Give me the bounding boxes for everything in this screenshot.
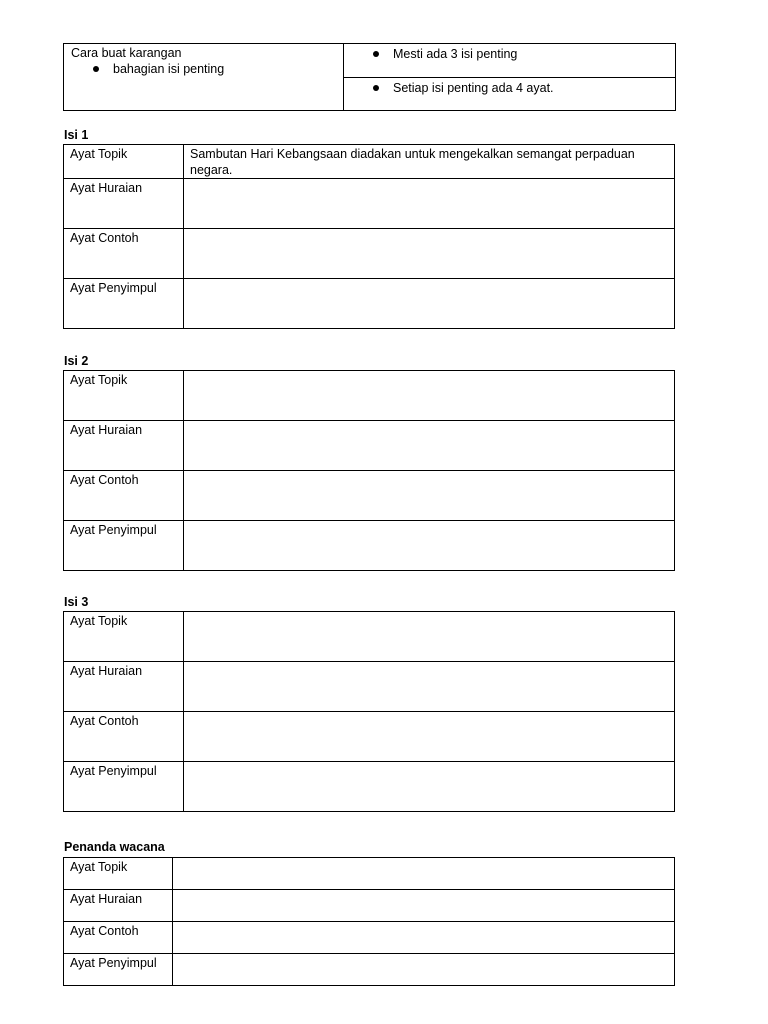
row-content-cell[interactable] [184, 229, 675, 279]
table-row [64, 922, 675, 954]
penanda-table [63, 857, 675, 986]
table-row [64, 421, 675, 471]
row-label-cell [64, 229, 184, 279]
row-content [184, 612, 674, 613]
row-content [184, 279, 674, 280]
bullet-icon [373, 85, 379, 91]
row-label-cell [64, 762, 184, 812]
row-content [184, 371, 674, 372]
row-label: Ayat Contoh [70, 924, 139, 938]
table-row [64, 954, 675, 986]
intro-table [63, 43, 676, 111]
row-content [184, 421, 674, 422]
row-label: Ayat Penyimpul [70, 281, 157, 295]
section-heading: Isi 3 [64, 595, 89, 609]
row-label: Ayat Contoh [70, 714, 139, 728]
row-label-cell [64, 712, 184, 762]
row-label-cell [64, 471, 184, 521]
row-label: Ayat Topik [70, 147, 128, 161]
row-content-cell[interactable] [184, 612, 675, 662]
table-row [64, 279, 675, 329]
row-content-cell[interactable] [173, 890, 675, 922]
intro-right-bullet-text: Mesti ada 3 isi penting [393, 47, 518, 61]
row-label-cell [64, 421, 184, 471]
isi-table [63, 611, 675, 812]
section-heading: Isi 2 [64, 354, 89, 368]
row-content [184, 179, 674, 180]
row-label: Ayat Contoh [70, 231, 139, 245]
row-content-cell[interactable] [184, 371, 675, 421]
table-row [64, 179, 675, 229]
row-content-cell[interactable] [184, 179, 675, 229]
row-label: Ayat Huraian [70, 181, 143, 195]
row-content [184, 229, 674, 230]
row-content: Sambutan Hari Kebangsaan diadakan untuk mengekalkan semangat perpaduan negara. [190, 147, 635, 177]
row-label: Ayat Penyimpul [70, 956, 157, 970]
intro-right-bullet [344, 44, 675, 62]
row-label: Ayat Huraian [70, 892, 143, 906]
row-content-cell[interactable] [184, 521, 675, 571]
row-content [173, 922, 674, 923]
table-row [64, 762, 675, 812]
row-label-cell [64, 145, 184, 179]
row-label: Ayat Huraian [70, 423, 143, 437]
intro-right-cell-1 [344, 44, 676, 78]
row-content-cell[interactable] [184, 662, 675, 712]
table-row [64, 662, 675, 712]
intro-label: Cara buat karangan [71, 46, 182, 60]
row-label: Ayat Topik [70, 860, 128, 874]
row-label-cell [64, 858, 173, 890]
bullet-icon [373, 51, 379, 57]
intro-right-cell-2 [344, 78, 676, 111]
intro-right-bullet [344, 78, 675, 96]
row-content [184, 662, 674, 663]
row-label-cell [64, 890, 173, 922]
row-content-cell[interactable] [184, 471, 675, 521]
row-label: Ayat Huraian [70, 664, 143, 678]
row-label: Ayat Topik [70, 373, 128, 387]
row-content [173, 890, 674, 891]
table-row [64, 890, 675, 922]
penanda-heading: Penanda wacana [64, 840, 165, 854]
table-row [64, 229, 675, 279]
table-row [64, 145, 675, 179]
table-row [64, 471, 675, 521]
row-label-cell [64, 279, 184, 329]
section-heading: Isi 1 [64, 128, 89, 142]
isi-table [63, 144, 675, 329]
row-label-cell [64, 179, 184, 229]
row-content-cell[interactable] [173, 954, 675, 986]
table-row [64, 858, 675, 890]
table-row [64, 712, 675, 762]
row-content [173, 954, 674, 955]
row-content-cell[interactable] [184, 712, 675, 762]
row-label: Ayat Contoh [70, 473, 139, 487]
row-content-cell[interactable] [173, 922, 675, 954]
table-row [64, 371, 675, 421]
intro-bullet-text: bahagian isi penting [113, 62, 225, 76]
row-label-cell [64, 521, 184, 571]
row-content-cell[interactable] [173, 858, 675, 890]
isi-table [63, 370, 675, 571]
row-label-cell [64, 612, 184, 662]
row-content [184, 712, 674, 713]
bullet-icon [93, 66, 99, 72]
row-content [184, 471, 674, 472]
row-content-cell[interactable] [184, 762, 675, 812]
intro-left-cell [64, 44, 344, 111]
row-content-cell[interactable] [184, 145, 675, 179]
row-content-cell[interactable] [184, 279, 675, 329]
intro-bullet-item [64, 61, 343, 77]
row-content [173, 858, 674, 859]
row-label: Ayat Penyimpul [70, 523, 157, 537]
row-label: Ayat Topik [70, 614, 128, 628]
row-content [184, 762, 674, 763]
row-label-cell [64, 954, 173, 986]
row-label-cell [64, 662, 184, 712]
row-content-cell[interactable] [184, 421, 675, 471]
row-label-cell [64, 922, 173, 954]
table-row [64, 521, 675, 571]
row-label: Ayat Penyimpul [70, 764, 157, 778]
row-label-cell [64, 371, 184, 421]
row-content [184, 521, 674, 522]
intro-right-bullet-text: Setiap isi penting ada 4 ayat. [393, 81, 554, 95]
table-row [64, 612, 675, 662]
